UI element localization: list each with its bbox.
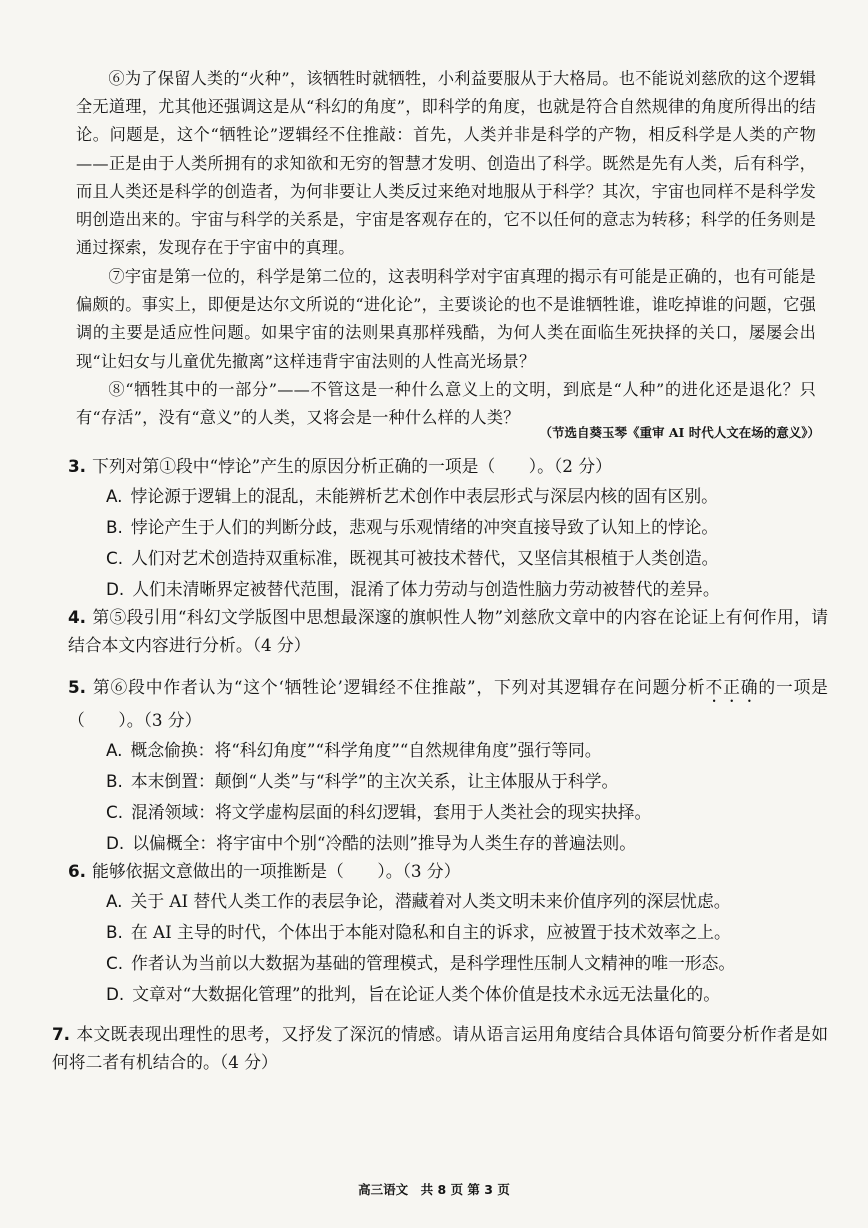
- question-3: [68, 452, 828, 603]
- question-number: 5.: [68, 677, 87, 697]
- question-6-stem: [68, 857, 828, 885]
- question-3-stem: [68, 452, 828, 480]
- option-d: D. 人们未清晰界定被替代范围，混淆了体力劳动与创造性脑力劳动被替代的差异。: [106, 579, 720, 599]
- paragraph-8: ⑧“牺牲其中的一部分”——不管这是一种什么意义上的文明，到底是“人种”的进化还是退化？只有“存活”，没有“意义”的人类，又将会是一种什么样的人类？: [76, 380, 816, 428]
- option-c: C. 作者认为当前以大数据为基础的管理模式，是科学理性压制人文精神的唯一形态。: [106, 953, 736, 973]
- question-number: 7.: [52, 1024, 71, 1044]
- option-b: B. 悖论产生于人们的判断分歧，悲观与乐观情绪的冲突直接导致了认知上的悖论。: [106, 517, 719, 537]
- option-b: B. 本末倒置：颠倒“人类”与“科学”的主次关系，让主体服从于科学。: [106, 771, 619, 791]
- question-number: 4.: [68, 607, 87, 627]
- option-c: C. 混淆领域：将文学虚构层面的科幻逻辑，套用于人类社会的现实抉择。: [106, 802, 652, 822]
- question-5-stem: [68, 673, 828, 734]
- question-text: 下列对第①段中“悖论”产生的原因分析正确的一项是（ ）。（2 分）: [92, 456, 612, 476]
- question-4-stem: [68, 603, 828, 659]
- question-6: [68, 857, 828, 1008]
- option-a: A. 关于 AI 替代人类工作的表层争论，潜藏着对人类文明未来价值序列的深层忧虑。: [106, 891, 731, 911]
- question-number: 3.: [68, 456, 87, 476]
- option-a: A. 悖论源于逻辑上的混乱，未能辨析艺术创作中表层形式与深层内核的固有区别。: [106, 486, 718, 506]
- excerpt-source: （节选自葵玉琴《重审 AI 时代人文在场的意义》）: [539, 425, 820, 440]
- option-d: D. 以偏概全：将宇宙中个别“冷酷的法则”推导为人类生存的普遍法则。: [106, 833, 637, 853]
- question-text: 第⑤段引用“科幻文学版图中思想最深邃的旗帜性人物”刘慈欣文章中的内容在论证上有何作用，请结合本文内容进行分析。（4 分）: [68, 607, 828, 655]
- page-footer: 高三语文 共 8 页 第 3 页: [358, 1182, 510, 1197]
- option-d: D. 文章对“大数据化管理”的批判，旨在论证人类个体价值是技术永远无法量化的。: [106, 984, 720, 1004]
- paragraph-6: ⑥为了保留人类的“火种”，该牺牲时就牺牲，小利益要服从于大格局。也不能说刘慈欣的这个逻辑全无道理，尤其他还强调这是从“科幻的角度”，即科学的角度，也就是符合自然规律的角度所得出的结论。问题是，这个“牺牲论”逻辑经不住推敲：首先，人类并非是科学的产物，相反科学是人类的产物——正是由于人类所拥有的求知欲和无穷的智慧才发明、创造出了科学。既然是先有人类，后有科学，而且人类还是科学的创造者，为何非要让人类反过来绝对地服从于科学？其次，宇宙也同样不是科学发明创造出来的。宇宙与科学的关系是，宇宙是客观存在的，它不以任何的意志为转移；科学的任务则是通过探索，发现存在于宇宙中的真理。: [76, 69, 816, 258]
- question-7-stem: [52, 1020, 828, 1076]
- paragraph-7: ⑦宇宙是第一位的，科学是第二位的，这表明科学对宇宙真理的揭示有可能是正确的，也有可能是偏颇的。事实上，即便是达尔文所说的“进化论”，主要谈论的也不是谁牺牲谁，谁吃掉谁的问题，它强调的主要是适应性问题。如果宇宙的法则果真那样残酷，为何人类在面临生死抉择的关口，屡屡会出现“让妇女与儿童优先撤离”这样违背宇宙法则的人性高光场景？: [76, 267, 816, 371]
- option-a: A. 概念偷换：将“科幻角度”“科学角度”“自然规律角度”强行等同。: [106, 740, 602, 760]
- option-c: C. 人们对艺术创造持双重标准，既视其可被技术替代，又坚信其根植于人类创造。: [106, 548, 719, 568]
- question-number: 6.: [68, 861, 87, 881]
- question-text-end: 的一项是（ ）。（3 分）: [68, 677, 828, 730]
- emphasized-text: 不正确: [705, 677, 759, 697]
- question-text: 本文既表现出理性的思考，又抒发了深沉的情感。请从语言运用角度结合具体语句简要分析作者是如何将二者有机结合的。（4 分）: [52, 1024, 828, 1072]
- question-7: [52, 1020, 828, 1076]
- question-text: 能够依据文意做出的一项推断是（ ）。（3 分）: [92, 861, 461, 881]
- question-5: [68, 673, 828, 857]
- question-text: 第⑥段中作者认为“这个‘牺牲论’逻辑经不住推敲”，下列对其逻辑存在问题分析: [92, 677, 706, 697]
- question-4: [68, 603, 828, 659]
- option-b: B. 在 AI 主导的时代，个体出于本能对隐私和自主的诉求，应被置于技术效率之上。: [106, 922, 731, 942]
